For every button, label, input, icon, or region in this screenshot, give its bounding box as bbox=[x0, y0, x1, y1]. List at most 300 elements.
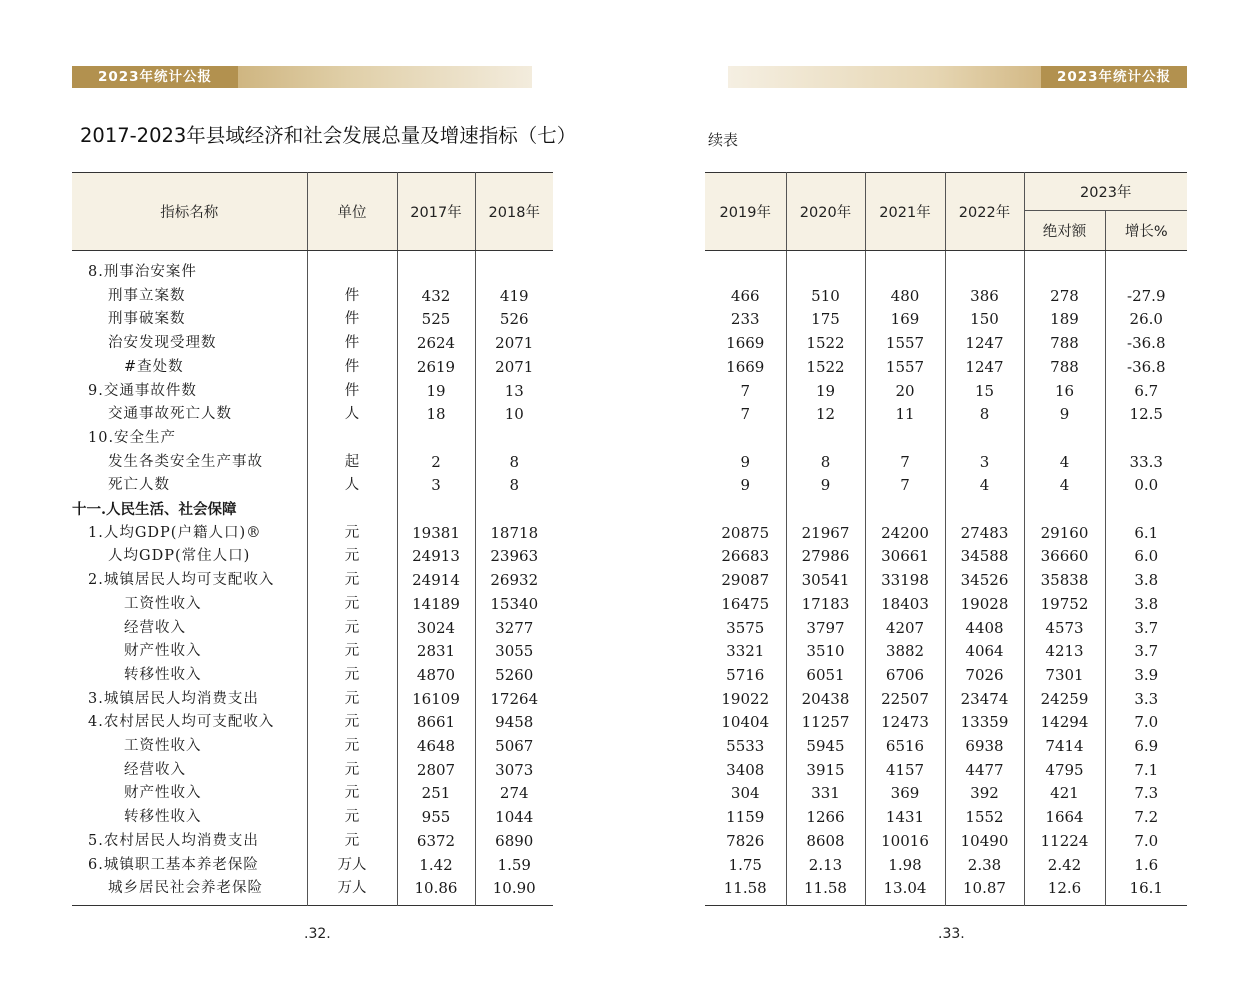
value-2022-cell: 34588 bbox=[945, 545, 1024, 569]
unit-cell: 元 bbox=[307, 782, 397, 806]
value-2019-cell: 9 bbox=[740, 452, 751, 471]
table-row bbox=[705, 664, 1187, 688]
value-2018-cell: 13 bbox=[475, 380, 553, 404]
value-2021-cell bbox=[865, 498, 945, 522]
indicator-name-cell: 9.交通事故件数 bbox=[88, 382, 197, 399]
table-row bbox=[72, 522, 553, 546]
value-2019-cell: 1669 bbox=[726, 357, 765, 376]
value-2020-cell bbox=[786, 427, 865, 451]
value-2023-absolute-cell: 14294 bbox=[1024, 711, 1105, 735]
table-row bbox=[705, 711, 1187, 735]
table-row bbox=[705, 569, 1187, 593]
table-row bbox=[72, 735, 553, 759]
value-2018-cell: 274 bbox=[475, 782, 553, 806]
value-2023-growth-cell: 6.7 bbox=[1105, 380, 1187, 404]
value-2020-cell: 175 bbox=[786, 308, 865, 332]
header-2017: 2017年 bbox=[397, 173, 475, 251]
value-2022-cell: 4477 bbox=[945, 759, 1024, 783]
value-2023-absolute-cell: 19752 bbox=[1024, 593, 1105, 617]
table-row bbox=[72, 640, 553, 664]
value-2020-cell: 510 bbox=[786, 285, 865, 309]
value-2021-cell: 6516 bbox=[865, 735, 945, 759]
value-2020-cell: 9 bbox=[786, 474, 865, 498]
value-2023-absolute-cell: 36660 bbox=[1024, 545, 1105, 569]
value-2022-cell: 13359 bbox=[945, 711, 1024, 735]
unit-cell: 人 bbox=[307, 474, 397, 498]
value-2022-cell bbox=[945, 427, 1024, 451]
value-2019-cell: 3408 bbox=[726, 760, 765, 779]
table-row bbox=[705, 308, 1187, 332]
indicator-name-cell: 交通事故死亡人数 bbox=[108, 406, 232, 423]
value-2022-cell: 4408 bbox=[945, 617, 1024, 641]
indicator-name-cell: 经营收入 bbox=[124, 619, 186, 636]
value-2023-absolute-cell: 24259 bbox=[1024, 688, 1105, 712]
value-2019-cell: 1159 bbox=[726, 808, 765, 827]
continued-label: 续表 bbox=[708, 131, 739, 149]
value-2017-cell: 1.42 bbox=[397, 854, 475, 878]
table-row bbox=[705, 332, 1187, 356]
indicator-name-cell: 死亡人数 bbox=[108, 477, 170, 494]
value-2020-cell: 27986 bbox=[786, 545, 865, 569]
unit-cell bbox=[307, 498, 397, 522]
value-2023-growth-cell: 7.0 bbox=[1105, 711, 1187, 735]
indicator-name-cell: 发生各类安全生产事故 bbox=[108, 453, 263, 470]
unit-cell: 件 bbox=[307, 356, 397, 380]
value-2019-cell bbox=[705, 251, 786, 285]
table-row bbox=[705, 593, 1187, 617]
table-row bbox=[72, 380, 553, 404]
value-2023-growth-cell: 0.0 bbox=[1105, 474, 1187, 498]
unit-cell: 起 bbox=[307, 451, 397, 475]
value-2021-cell: 6706 bbox=[865, 664, 945, 688]
value-2023-absolute-cell: 7301 bbox=[1024, 664, 1105, 688]
value-2021-cell: 4157 bbox=[865, 759, 945, 783]
value-2023-growth-cell: 26.0 bbox=[1105, 308, 1187, 332]
table-row bbox=[72, 593, 553, 617]
value-2023-absolute-cell: 788 bbox=[1024, 332, 1105, 356]
value-2023-growth-cell: 33.3 bbox=[1105, 451, 1187, 475]
table-row bbox=[705, 251, 1187, 285]
indicator-name-cell: 财产性收入 bbox=[124, 785, 202, 802]
unit-cell: 件 bbox=[307, 332, 397, 356]
value-2018-cell bbox=[475, 427, 553, 451]
value-2017-cell: 18 bbox=[397, 403, 475, 427]
value-2017-cell: 4648 bbox=[397, 735, 475, 759]
value-2022-cell: 6938 bbox=[945, 735, 1024, 759]
table-row bbox=[705, 451, 1187, 475]
value-2020-cell: 19 bbox=[786, 380, 865, 404]
value-2021-cell: 369 bbox=[865, 782, 945, 806]
value-2022-cell: 15 bbox=[945, 380, 1024, 404]
value-2019-cell: 9 bbox=[740, 476, 751, 495]
value-2023-growth-cell: 1.6 bbox=[1105, 854, 1187, 878]
unit-cell bbox=[307, 251, 397, 285]
value-2023-growth-cell: 3.9 bbox=[1105, 664, 1187, 688]
table-row bbox=[705, 688, 1187, 712]
value-2023-growth-cell: -27.9 bbox=[1105, 285, 1187, 309]
value-2017-cell bbox=[397, 251, 475, 285]
table-row bbox=[72, 251, 553, 285]
value-2023-absolute-cell: 2.42 bbox=[1024, 854, 1105, 878]
indicator-name-cell: 刑事破案数 bbox=[108, 311, 186, 328]
value-2020-cell: 1266 bbox=[786, 806, 865, 830]
value-2020-cell: 11.58 bbox=[786, 877, 865, 905]
value-2021-cell: 169 bbox=[865, 308, 945, 332]
value-2022-cell: 4064 bbox=[945, 640, 1024, 664]
value-2018-cell: 10.90 bbox=[475, 877, 553, 905]
value-2020-cell bbox=[786, 498, 865, 522]
value-2019-cell bbox=[705, 498, 786, 522]
value-2017-cell bbox=[397, 427, 475, 451]
value-2017-cell: 251 bbox=[397, 782, 475, 806]
value-2023-growth-cell: 6.9 bbox=[1105, 735, 1187, 759]
value-2020-cell: 11257 bbox=[786, 711, 865, 735]
value-2023-absolute-cell: 7414 bbox=[1024, 735, 1105, 759]
indicator-name-cell: 1.人均GDP(户籍人口)® bbox=[88, 524, 262, 541]
header-2022: 2022年 bbox=[945, 173, 1024, 251]
value-2017-cell: 10.86 bbox=[397, 877, 475, 905]
table-row bbox=[705, 617, 1187, 641]
value-2021-cell: 10016 bbox=[865, 830, 945, 854]
indicator-name-cell: 5.农村居民人均消费支出 bbox=[88, 832, 259, 849]
value-2017-cell: 24913 bbox=[397, 545, 475, 569]
value-2020-cell: 12 bbox=[786, 403, 865, 427]
value-2021-cell: 20 bbox=[865, 380, 945, 404]
table-row bbox=[705, 830, 1187, 854]
value-2021-cell: 18403 bbox=[865, 593, 945, 617]
value-2023-growth-cell: -36.8 bbox=[1105, 356, 1187, 380]
value-2017-cell: 2831 bbox=[397, 640, 475, 664]
value-2023-growth-cell: 3.8 bbox=[1105, 569, 1187, 593]
value-2020-cell: 8 bbox=[786, 451, 865, 475]
value-2019-cell: 304 bbox=[730, 784, 760, 803]
unit-cell: 元 bbox=[307, 593, 397, 617]
value-2018-cell: 9458 bbox=[475, 711, 553, 735]
header-2020: 2020年 bbox=[786, 173, 865, 251]
indicator-name-cell: 2.城镇居民人均可支配收入 bbox=[88, 572, 275, 589]
header-label-left: 2023年统计公报 bbox=[97, 69, 213, 85]
indicator-name-cell: 工资性收入 bbox=[124, 738, 202, 755]
value-2018-cell: 17264 bbox=[475, 688, 553, 712]
header-2018: 2018年 bbox=[475, 173, 553, 251]
value-2023-growth-cell bbox=[1105, 498, 1187, 522]
header-unit: 单位 bbox=[307, 173, 397, 251]
table-row bbox=[72, 285, 553, 309]
value-2019-cell: 7 bbox=[740, 405, 751, 424]
value-2021-cell: 7 bbox=[865, 451, 945, 475]
value-2019-cell: 26683 bbox=[721, 547, 770, 566]
value-2023-absolute-cell: 4213 bbox=[1024, 640, 1105, 664]
value-2022-cell: 386 bbox=[945, 285, 1024, 309]
header-absolute: 绝对额 bbox=[1024, 211, 1105, 251]
value-2021-cell: 3882 bbox=[865, 640, 945, 664]
value-2022-cell: 1247 bbox=[945, 332, 1024, 356]
table-row bbox=[72, 664, 553, 688]
indicator-name-cell: 治安发现受理数 bbox=[108, 335, 217, 352]
value-2018-cell: 23963 bbox=[475, 545, 553, 569]
table-row bbox=[705, 877, 1187, 905]
table-row bbox=[72, 332, 553, 356]
value-2023-absolute-cell bbox=[1024, 427, 1105, 451]
value-2021-cell: 22507 bbox=[865, 688, 945, 712]
value-2021-cell: 1.98 bbox=[865, 854, 945, 878]
table-row bbox=[705, 522, 1187, 546]
table-row bbox=[72, 806, 553, 830]
unit-cell: 件 bbox=[307, 308, 397, 332]
value-2020-cell: 30541 bbox=[786, 569, 865, 593]
table-row bbox=[705, 498, 1187, 522]
header-2023: 2023年 bbox=[1024, 173, 1187, 211]
value-2021-cell: 30661 bbox=[865, 545, 945, 569]
value-2021-cell: 480 bbox=[865, 285, 945, 309]
table-row bbox=[72, 403, 553, 427]
value-2022-cell: 7026 bbox=[945, 664, 1024, 688]
table-row bbox=[705, 735, 1187, 759]
table-row bbox=[72, 617, 553, 641]
value-2023-absolute-cell: 35838 bbox=[1024, 569, 1105, 593]
value-2020-cell: 1522 bbox=[786, 356, 865, 380]
header-label-right: 2023年统计公报 bbox=[1056, 69, 1172, 85]
value-2017-cell bbox=[397, 498, 475, 522]
header-band-right bbox=[728, 66, 1187, 88]
indicator-name-cell: 4.农村居民人均可支配收入 bbox=[88, 714, 275, 731]
value-2021-cell: 24200 bbox=[865, 522, 945, 546]
value-2022-cell: 1552 bbox=[945, 806, 1024, 830]
value-2018-cell: 15340 bbox=[475, 593, 553, 617]
value-2022-cell: 3 bbox=[945, 451, 1024, 475]
unit-cell: 件 bbox=[307, 285, 397, 309]
value-2017-cell: 8661 bbox=[397, 711, 475, 735]
value-2018-cell: 6890 bbox=[475, 830, 553, 854]
value-2019-cell: 16475 bbox=[721, 594, 770, 613]
table-row bbox=[72, 759, 553, 783]
value-2020-cell: 8608 bbox=[786, 830, 865, 854]
value-2020-cell bbox=[786, 251, 865, 285]
value-2017-cell: 19 bbox=[397, 380, 475, 404]
value-2023-absolute-cell: 1664 bbox=[1024, 806, 1105, 830]
value-2018-cell: 1.59 bbox=[475, 854, 553, 878]
value-2020-cell: 17183 bbox=[786, 593, 865, 617]
value-2018-cell: 5260 bbox=[475, 664, 553, 688]
value-2023-growth-cell: 3.8 bbox=[1105, 593, 1187, 617]
value-2023-growth-cell: 7.0 bbox=[1105, 830, 1187, 854]
value-2018-cell: 2071 bbox=[475, 356, 553, 380]
value-2021-cell: 1557 bbox=[865, 356, 945, 380]
value-2019-cell: 3321 bbox=[726, 642, 765, 661]
value-2019-cell: 5533 bbox=[726, 737, 765, 756]
table-row bbox=[72, 451, 553, 475]
value-2021-cell bbox=[865, 427, 945, 451]
value-2023-growth-cell: 7.1 bbox=[1105, 759, 1187, 783]
value-2018-cell: 5067 bbox=[475, 735, 553, 759]
table-row bbox=[72, 498, 553, 522]
value-2019-cell: 20875 bbox=[721, 523, 770, 542]
value-2023-absolute-cell: 189 bbox=[1024, 308, 1105, 332]
value-2019-cell: 233 bbox=[730, 310, 760, 329]
value-2020-cell: 1522 bbox=[786, 332, 865, 356]
value-2023-growth-cell bbox=[1105, 427, 1187, 451]
unit-cell: 元 bbox=[307, 664, 397, 688]
value-2018-cell: 8 bbox=[475, 451, 553, 475]
value-2018-cell: 18718 bbox=[475, 522, 553, 546]
value-2019-cell: 1669 bbox=[726, 334, 765, 353]
value-2021-cell: 1431 bbox=[865, 806, 945, 830]
value-2023-absolute-cell: 421 bbox=[1024, 782, 1105, 806]
value-2022-cell: 4 bbox=[945, 474, 1024, 498]
unit-cell: 元 bbox=[307, 617, 397, 641]
unit-cell: 元 bbox=[307, 735, 397, 759]
table-row bbox=[705, 403, 1187, 427]
value-2020-cell: 331 bbox=[786, 782, 865, 806]
unit-cell: 元 bbox=[307, 545, 397, 569]
table-row bbox=[72, 427, 553, 451]
value-2023-absolute-cell bbox=[1024, 251, 1105, 285]
unit-cell bbox=[307, 427, 397, 451]
value-2017-cell: 14189 bbox=[397, 593, 475, 617]
indicator-name-cell: 10.安全生产 bbox=[88, 429, 177, 446]
header-indicator-name: 指标名称 bbox=[72, 173, 307, 251]
table-title: 2017-2023年县域经济和社会发展总量及增速指标（七） bbox=[80, 124, 577, 147]
indicator-name-cell: 6.城镇职工基本养老保险 bbox=[88, 856, 259, 873]
value-2023-growth-cell: -36.8 bbox=[1105, 332, 1187, 356]
value-2018-cell: 26932 bbox=[475, 569, 553, 593]
value-2022-cell: 8 bbox=[945, 403, 1024, 427]
unit-cell: 元 bbox=[307, 522, 397, 546]
value-2020-cell: 5945 bbox=[786, 735, 865, 759]
value-2017-cell: 24914 bbox=[397, 569, 475, 593]
value-2022-cell: 392 bbox=[945, 782, 1024, 806]
value-2022-cell: 27483 bbox=[945, 522, 1024, 546]
value-2017-cell: 19381 bbox=[397, 522, 475, 546]
value-2023-growth-cell: 6.0 bbox=[1105, 545, 1187, 569]
table-row bbox=[72, 308, 553, 332]
value-2023-growth-cell: 3.7 bbox=[1105, 617, 1187, 641]
value-2023-growth-cell: 3.7 bbox=[1105, 640, 1187, 664]
indicator-name-cell: 8.刑事治安案件 bbox=[88, 264, 197, 280]
table-row bbox=[72, 356, 553, 380]
value-2022-cell: 1247 bbox=[945, 356, 1024, 380]
value-2018-cell: 3277 bbox=[475, 617, 553, 641]
indicator-name-cell: 财产性收入 bbox=[124, 643, 202, 660]
value-2017-cell: 16109 bbox=[397, 688, 475, 712]
value-2019-cell bbox=[705, 427, 786, 451]
value-2023-absolute-cell: 16 bbox=[1024, 380, 1105, 404]
value-2021-cell: 12473 bbox=[865, 711, 945, 735]
value-2023-absolute-cell: 9 bbox=[1024, 403, 1105, 427]
value-2019-cell: 10404 bbox=[721, 713, 770, 732]
unit-cell: 万人 bbox=[307, 877, 397, 905]
table-row bbox=[72, 688, 553, 712]
value-2019-cell: 19022 bbox=[721, 689, 770, 708]
table-row bbox=[72, 854, 553, 878]
value-2017-cell: 4870 bbox=[397, 664, 475, 688]
table-row bbox=[705, 285, 1187, 309]
table-row bbox=[705, 806, 1187, 830]
value-2019-cell: 7 bbox=[740, 381, 751, 400]
value-2017-cell: 3024 bbox=[397, 617, 475, 641]
table-row bbox=[705, 474, 1187, 498]
table-row bbox=[72, 877, 553, 905]
value-2019-cell: 11.58 bbox=[723, 879, 767, 898]
table-row bbox=[705, 545, 1187, 569]
value-2023-growth-cell: 7.2 bbox=[1105, 806, 1187, 830]
value-2022-cell bbox=[945, 498, 1024, 522]
unit-cell: 件 bbox=[307, 380, 397, 404]
value-2019-cell: 466 bbox=[730, 286, 760, 305]
value-2021-cell: 11 bbox=[865, 403, 945, 427]
value-2023-absolute-cell: 4 bbox=[1024, 451, 1105, 475]
value-2023-growth-cell: 16.1 bbox=[1105, 877, 1187, 905]
table-row bbox=[705, 854, 1187, 878]
indicator-name-cell: 工资性收入 bbox=[124, 595, 202, 612]
value-2023-growth-cell: 3.3 bbox=[1105, 688, 1187, 712]
value-2023-growth-cell: 7.3 bbox=[1105, 782, 1187, 806]
value-2022-cell: 19028 bbox=[945, 593, 1024, 617]
indicator-name-cell: #查处数 bbox=[124, 358, 184, 375]
value-2023-absolute-cell: 788 bbox=[1024, 356, 1105, 380]
value-2022-cell: 34526 bbox=[945, 569, 1024, 593]
value-2020-cell: 3510 bbox=[786, 640, 865, 664]
value-2020-cell: 3797 bbox=[786, 617, 865, 641]
indicator-name-cell: 城乡居民社会养老保险 bbox=[108, 880, 263, 897]
table-row bbox=[72, 782, 553, 806]
indicator-name-cell: 刑事立案数 bbox=[108, 287, 186, 304]
value-2018-cell: 3073 bbox=[475, 759, 553, 783]
indicator-name-cell: 3.城镇居民人均消费支出 bbox=[88, 690, 259, 707]
value-2019-cell: 1.75 bbox=[728, 855, 762, 874]
value-2023-absolute-cell: 4 bbox=[1024, 474, 1105, 498]
value-2017-cell: 3 bbox=[397, 474, 475, 498]
value-2017-cell: 2624 bbox=[397, 332, 475, 356]
value-2018-cell: 1044 bbox=[475, 806, 553, 830]
unit-cell: 元 bbox=[307, 830, 397, 854]
value-2018-cell: 10 bbox=[475, 403, 553, 427]
header-growth: 增长% bbox=[1105, 211, 1187, 251]
table-row bbox=[72, 830, 553, 854]
value-2022-cell: 150 bbox=[945, 308, 1024, 332]
table-row bbox=[705, 759, 1187, 783]
value-2017-cell: 432 bbox=[397, 285, 475, 309]
left-data-table bbox=[72, 172, 553, 906]
unit-cell: 元 bbox=[307, 688, 397, 712]
value-2017-cell: 525 bbox=[397, 308, 475, 332]
page-number-right: .33. bbox=[938, 926, 965, 942]
value-2021-cell bbox=[865, 251, 945, 285]
table-row bbox=[705, 782, 1187, 806]
value-2021-cell: 1557 bbox=[865, 332, 945, 356]
value-2021-cell: 7 bbox=[865, 474, 945, 498]
value-2020-cell: 6051 bbox=[786, 664, 865, 688]
unit-cell: 元 bbox=[307, 806, 397, 830]
value-2020-cell: 3915 bbox=[786, 759, 865, 783]
value-2018-cell: 8 bbox=[475, 474, 553, 498]
value-2021-cell: 4207 bbox=[865, 617, 945, 641]
table-row bbox=[72, 474, 553, 498]
indicator-name-cell: 经营收入 bbox=[124, 761, 186, 778]
value-2022-cell: 10490 bbox=[945, 830, 1024, 854]
value-2019-cell: 29087 bbox=[721, 571, 770, 590]
header-band-left bbox=[72, 66, 532, 88]
value-2018-cell bbox=[475, 251, 553, 285]
value-2021-cell: 13.04 bbox=[865, 877, 945, 905]
value-2019-cell: 7826 bbox=[726, 831, 765, 850]
unit-cell: 元 bbox=[307, 640, 397, 664]
table-row bbox=[72, 569, 553, 593]
value-2019-cell: 5716 bbox=[726, 665, 765, 684]
value-2018-cell: 3055 bbox=[475, 640, 553, 664]
value-2017-cell: 955 bbox=[397, 806, 475, 830]
value-2019-cell: 3575 bbox=[726, 618, 765, 637]
